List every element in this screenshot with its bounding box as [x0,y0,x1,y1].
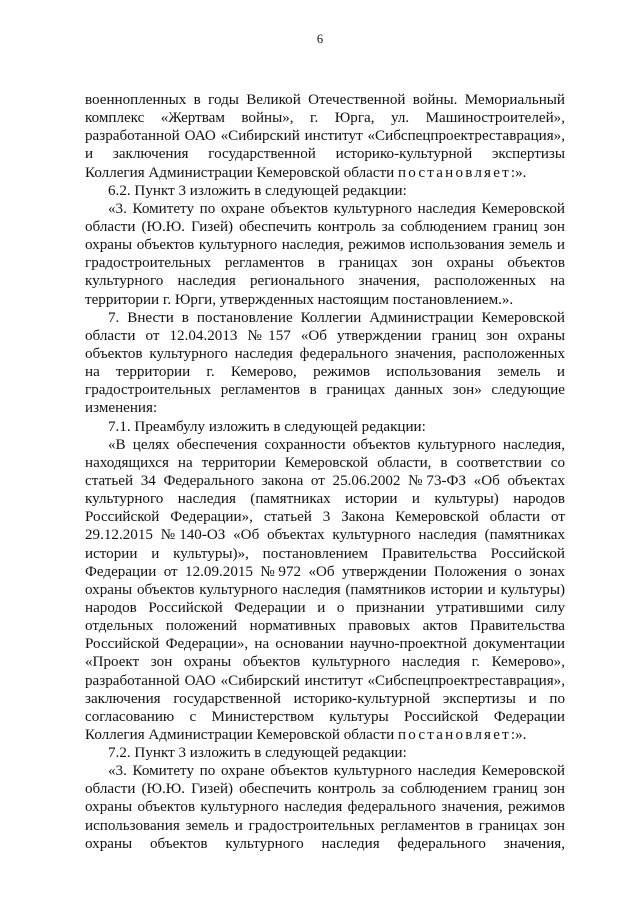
text-line: территории г. Юрги, утвержденных настоящим постановлением.». [85,291,514,308]
text-line: градостроительных регламентов в границах данных зон» следующие [85,382,565,399]
text-line: охраны объектов культурного наследия, режимов использования земель и [85,237,565,254]
text-line: культурного наследия (памятниках истории и культуры) народов [85,491,565,508]
text-line: охраны объектов культурного наследия федерального значения, [85,835,565,852]
text-line: «3. Комитету по охране объектов культурного наследия Кемеровской [108,200,565,217]
text-line: Федерации от 12.09.2015 №972 «Об утверждении Положения о зонах [85,563,565,580]
text-line: находящихся на территории Кемеровской области, в соответствии со [85,454,565,471]
text-line: комплекс «Жертвам войны», г. Юрга, ул. Машиностроителей», [85,110,565,127]
text-line: 7.2. Пункт 3 изложить в следующей редакции: [108,745,407,762]
resolve-word: постановляет [397,164,511,181]
text-line: Коллегия Администрации Кемеровской области [85,164,395,181]
resolve-tail: :». [510,726,527,743]
resolve-word: постановляет [397,726,511,743]
text-line: народов Российской Федерации и о признании утратившими силу [85,599,565,616]
text-line: использования земель и градостроительных регламентов в границах зон [85,817,565,834]
text-line: охраны объектов культурного наследия федерального значения, режимов [85,799,565,816]
text-line: статьей 34 Федерального закона от 25.06.2002 №73-ФЗ «Об объектах [85,472,565,489]
text-line: 7.1. Преамбулу изложить в следующей редакции: [108,418,426,435]
text-line: отдельных положений нормативных правовых актов Правительства [85,618,565,635]
text-line: области от 12.04.2013 №157 «Об утверждении границ зон охраны [85,327,565,344]
text-line: заключения государственной историко-культурной экспертизы и по [85,690,565,707]
text-line: на территории г. Кемерово, режимов использования земель и [85,364,565,381]
text-line: «Проект зон охраны объектов культурного наследия г. Кемерово», [85,654,565,671]
text-line: «3. Комитету по охране объектов культурного наследия Кемеровской [108,763,565,780]
document-body [85,91,565,853]
text-line: области (Ю.Ю. Гизей) обеспечить контроль за соблюдением границ зон [85,218,565,235]
text-line: области (Ю.Ю. Гизей) обеспечить контроль за соблюдением границ зон [85,781,565,798]
text-line: истории и культуры)», постановлением Правительства Российской [85,545,565,562]
text-line: согласованию с Министерством культуры Российской Федерации [85,708,565,725]
text-line: военнопленных в годы Великой Отечественной войны. Мемориальный [85,92,565,108]
page-number: 6 [316,32,324,46]
text-line: градостроительных регламентов в границах зон охраны объектов [85,255,565,272]
resolve-tail: :». [510,164,527,181]
text-line: Коллегия Администрации Кемеровской области [85,726,395,743]
text-line: 7. Внести в постановление Коллегии Администрации Кемеровской [108,309,565,326]
text-line: Российской Федерации», статьей 3 Закона Кемеровской области от [85,509,565,526]
text-line: изменения: [85,400,158,417]
text-line: разработанной ОАО «Сибирский институт «Сибспецпроектреставрация», [85,128,565,145]
text-line: 6.2. Пункт 3 изложить в следующей редакции: [108,182,407,199]
text-line: 29.12.2015 №140-ОЗ «Об объектах культурного наследия (памятниках [85,527,565,544]
text-line: разработанной ОАО «Сибирский институт «Сибспецпроектреставрация», [85,672,565,689]
text-line: культурного наследия регионального значения, расположенных на [85,273,565,290]
resolution-line [85,726,565,744]
text-line: объектов культурного наследия федерального значения, расположенных [85,345,565,362]
text-line: «В целях обеспечения сохранности объектов культурного наследия, [108,436,565,453]
text-line: и заключения государственной историко-культурной экспертизы [85,146,565,163]
resolution-line [85,164,565,182]
text-line: охраны объектов культурного наследия (памятников истории и культуры) [85,581,565,598]
text-line: Российской Федерации», на основании научно-проектной документации [85,636,565,653]
